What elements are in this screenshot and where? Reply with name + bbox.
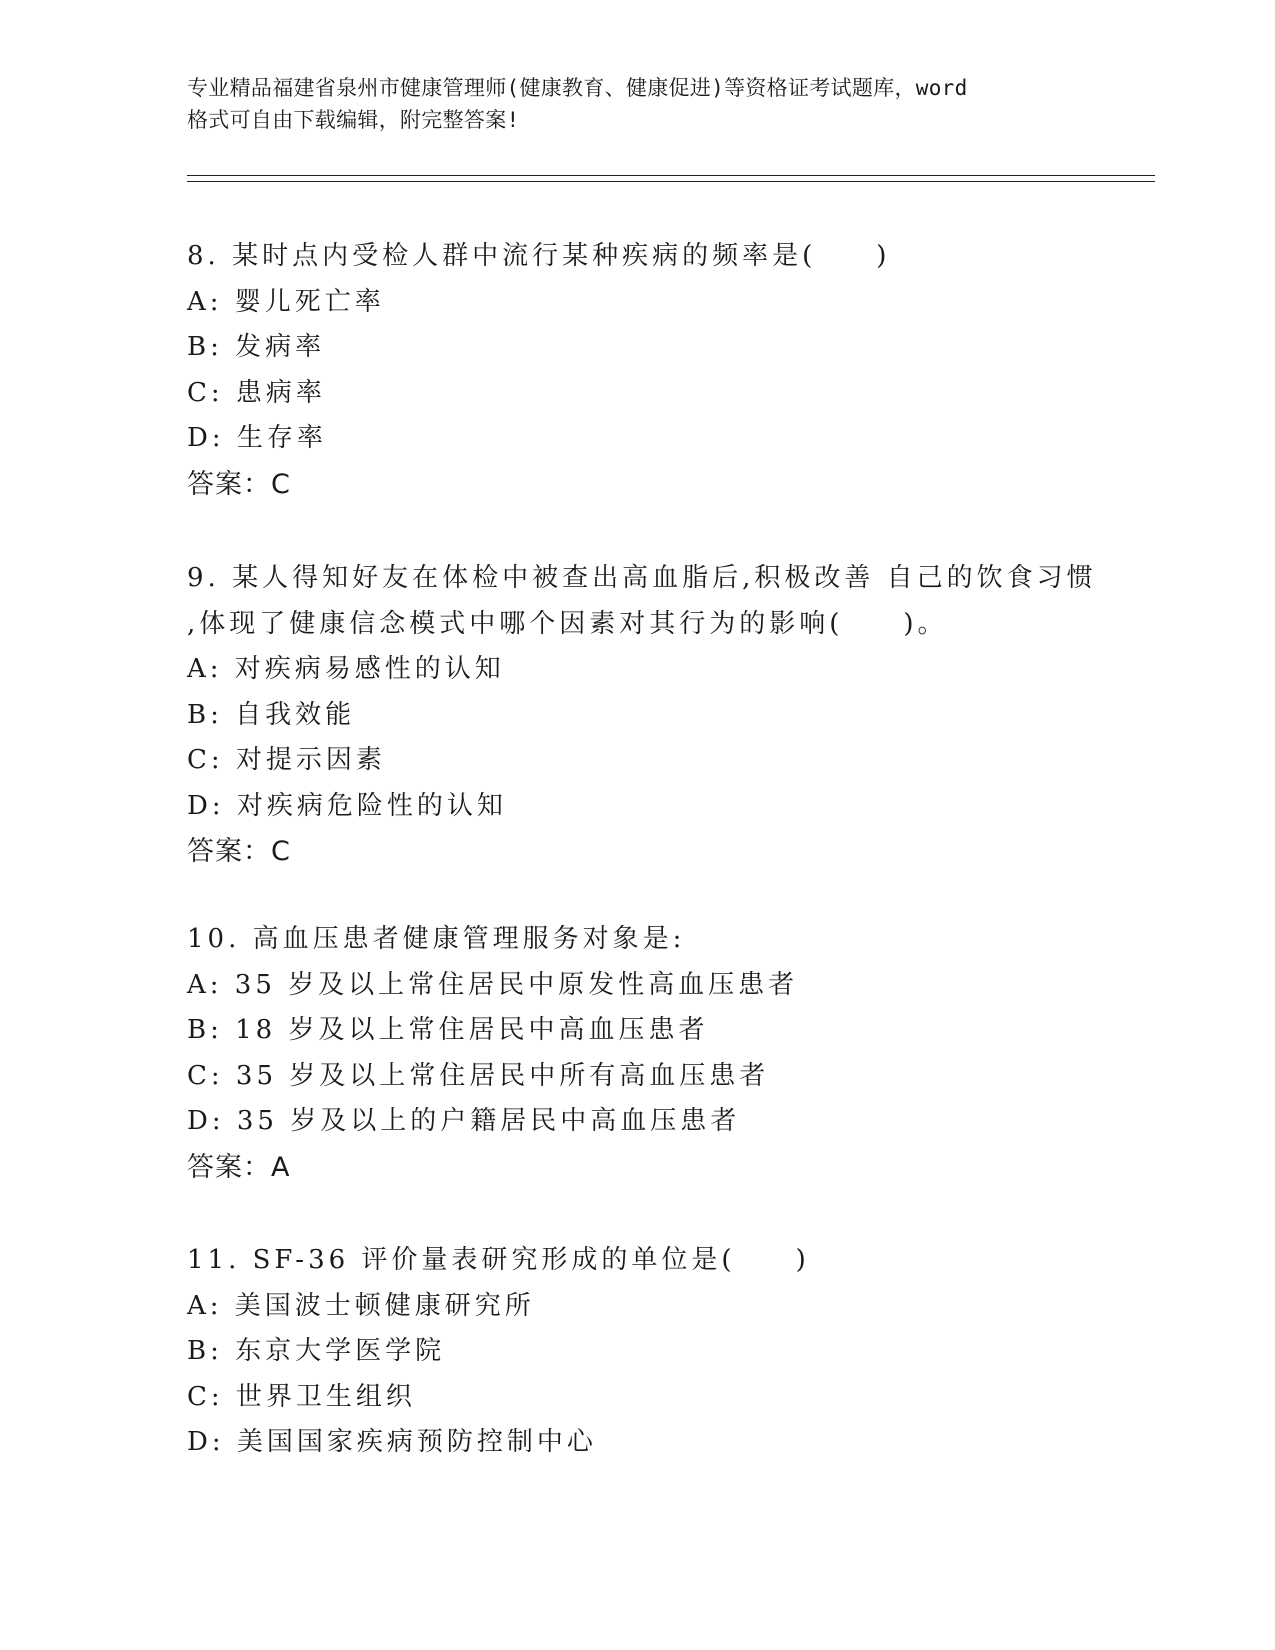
document-header (187, 72, 1097, 136)
answer-line: 答案：A (187, 1151, 291, 1183)
option-d: D: 对疾病危险性的认知 (187, 790, 507, 821)
question-stem: 8. 某时点内受检人群中流行某种疾病的频率是( ) (187, 241, 891, 271)
option-b: B: 发病率 (187, 332, 326, 362)
question-stem-continued: ,体现了健康信念模式中哪个因素对其行为的影响( )。 (187, 608, 948, 639)
header-line-2: 格式可自由下载编辑，附完整答案! (187, 108, 520, 132)
option-a: A: 婴儿死亡率 (187, 286, 385, 317)
option-a: A: 对疾病易感性的认知 (187, 654, 505, 684)
option-b: B: 东京大学医学院 (187, 1336, 446, 1366)
question-11 (187, 1238, 1147, 1466)
option-b: B: 18 岁及以上常住居民中高血压患者 (187, 1015, 709, 1045)
question-stem: 10. 高血压患者健康管理服务对象是: (187, 924, 686, 954)
option-a: A: 35 岁及以上常住居民中原发性高血压患者 (187, 969, 799, 1000)
header-divider-bottom (187, 181, 1155, 182)
question-stem: 9. 某人得知好友在体检中被查出高血脂后,积极改善 自己的饮食习惯 (187, 563, 1097, 593)
question-8 (187, 234, 1147, 507)
option-c: C: 对提示因素 (187, 745, 386, 775)
option-d: D: 35 岁及以上的户籍居民中高血压患者 (187, 1106, 741, 1136)
option-c: C: 患病率 (187, 377, 326, 408)
question-stem: 11. SF-36 评价量表研究形成的单位是( ) (187, 1245, 810, 1275)
option-b: B: 自我效能 (187, 699, 356, 730)
option-a: A: 美国波士顿健康研究所 (187, 1290, 535, 1321)
option-d: D: 美国国家疾病预防控制中心 (187, 1427, 597, 1457)
option-d: D: 生存率 (187, 423, 327, 453)
header-line-1: 专业精品福建省泉州市健康管理师(健康教育、健康促进)等资格证考试题库，word (187, 76, 968, 100)
header-divider-top (187, 175, 1155, 176)
answer-line: 答案：C (187, 468, 291, 500)
question-10 (187, 917, 1147, 1190)
question-9 (187, 556, 1147, 875)
option-c: C: 世界卫生组织 (187, 1381, 416, 1412)
option-c: C: 35 岁及以上常住居民中所有高血压患者 (187, 1060, 770, 1091)
answer-line: 答案：C (187, 836, 291, 867)
